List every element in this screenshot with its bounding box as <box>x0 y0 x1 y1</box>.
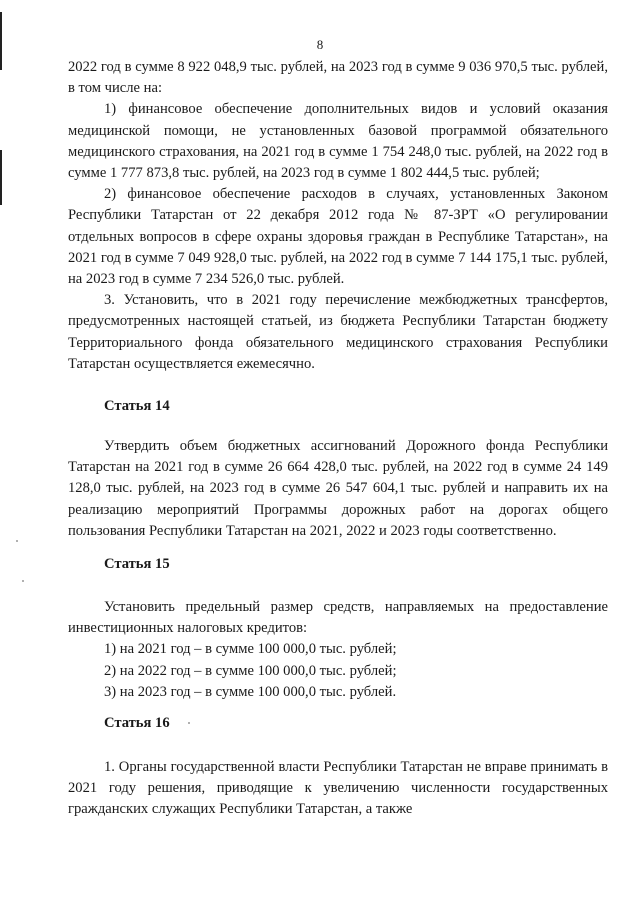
article-16-heading: Статья 16 <box>104 715 170 731</box>
article-16-paragraph: 1. Органы государственной власти Республики Татарстан не вправе принимать в 2021 году решения, приводящие к увеличению численности государственных гражданских служащих Республики Татарстан, а также <box>68 759 608 818</box>
article-14-heading: Статья 14 <box>104 398 170 414</box>
list-item-1: 1) финансовое обеспечение дополнительных видов и условий оказания медицинской помощи, не установленных базовой программой обязательного медицинского страхования, на 2021 год в сумме 1 754 248,0 тыс. рублей, на 2022 год в сумме 1 777 873,8 тыс. рублей, на 2023 год в сумме 1 802 444,5 тыс. рублей; <box>68 101 608 182</box>
list-item-2: 2) финансовое обеспечение расходов в случаях, установленных Законом Республики Татарстан от 22 декабря 2012 года № 87-ЗРТ «О регулировании отдельных вопросов в сфере охраны здоровья граждан в Республике Татарстан», на 2021 год в сумме 7 049 928,0 тыс. рублей, на 2022 год в сумме 7 144 175,1 тыс. рублей, на 2023 год в сумме 7 234 526,0 тыс. рублей. <box>68 186 608 288</box>
article-15-item-1: 1) на 2021 год – в сумме 100 000,0 тыс. рублей; <box>104 641 397 658</box>
scan-edge-mark <box>0 150 2 205</box>
article-15-heading: Статья 15 <box>104 556 170 572</box>
article-16-body <box>68 757 608 821</box>
scan-speck <box>22 580 24 582</box>
scan-speck <box>16 540 18 542</box>
article-14-body <box>68 436 608 542</box>
point-3-paragraph: 3. Установить, что в 2021 году перечисление межбюджетных трансфертов, предусмотренных настоящей статьей, из бюджета Республики Татарстан бюджету Территориального фонда обязательного медицинского страхования Республики Татарстан осуществляется ежемесячно. <box>68 292 608 372</box>
continued-text-block <box>68 57 608 375</box>
article-15-item-3: 3) на 2023 год – в сумме 100 000,0 тыс. рублей. <box>104 683 397 700</box>
intro-paragraph: 2022 год в сумме 8 922 048,9 тыс. рублей, на 2023 год в сумме 9 036 970,5 тыс. рублей, в том числе на: <box>68 59 608 97</box>
article-15-item-2: 2) на 2022 год – в сумме 100 000,0 тыс. рублей; <box>104 662 397 679</box>
article-15-intro: Установить предельный размер средств, направляемых на предоставление инвестиционных налоговых кредитов: <box>68 599 608 637</box>
article-15-body <box>68 597 608 703</box>
article-14-paragraph: Утвердить объем бюджетных ассигнований Дорожного фонда Республики Татарстан на 2021 год в сумме 26 664 428,0 тыс. рублей, на 2022 год в сумме 24 149 128,0 тыс. рублей, на 2023 год в сумме 26 547 604,1 тыс. рублей и направить их на реализацию мероприятий Программы дорожных работ на дорогах общего пользования Республики Татарстан на 2021, 2022 и 2023 годы соответственно. <box>68 438 608 539</box>
page-number: 8 <box>316 37 324 52</box>
scan-speck <box>188 722 190 724</box>
